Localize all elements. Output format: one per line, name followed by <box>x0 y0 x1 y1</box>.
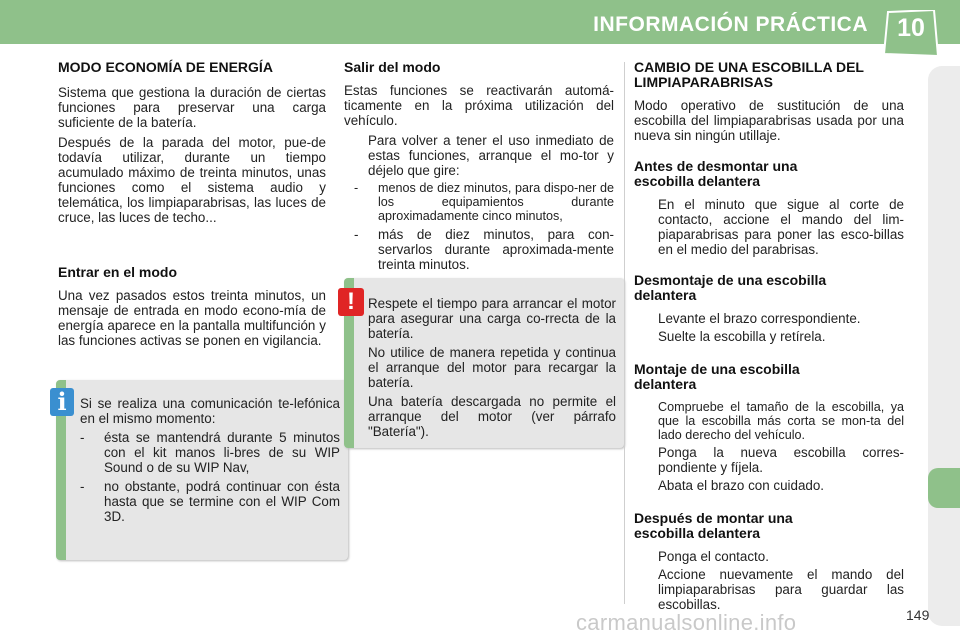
list-item: - menos de diez minutos, para dispo-ner de los equipamientos durante aproximadamente cinco minutos, <box>354 181 614 223</box>
paragraph: Una batería descargada no permite el arranque del motor (ver párrafo "Batería"). <box>368 394 616 439</box>
subsection-title: Desmontaje de una escobilla delantera <box>634 272 827 303</box>
subsection-title: Después de montar una escobilla delantera <box>634 510 793 541</box>
list-item: Abata el brazo con cuidado. <box>658 478 825 493</box>
page-title: INFORMACIÓN PRÁCTICA <box>593 13 868 36</box>
list-item: En el minuto que sigue al corte de contacto, accione el mando del lim-piaparabrisas para poner las esco-billas en el medio del parabrisas. <box>658 197 904 257</box>
paragraph: Respete el tiempo para arrancar el motor para asegurar una carga co-rrecta de la batería. <box>368 296 616 341</box>
side-index-strip <box>928 66 960 626</box>
section-title: MODO ECONOMÍA DE ENERGÍA <box>58 59 273 75</box>
warning-icon: ! <box>338 288 364 316</box>
column-divider <box>624 62 625 604</box>
list-item: - más de diez minutos, para con-servarlos durante aproximada-mente treinta minutos. <box>354 227 614 272</box>
paragraph: No utilice de manera repetida y continua el arranque del motor para recargar la batería. <box>368 345 616 390</box>
column-economy-mode <box>58 60 326 353</box>
section-title: CAMBIO DE UNA ESCOBILLA DEL LIMPIAPARABRISAS <box>634 59 864 90</box>
info-note <box>56 380 348 560</box>
list-item: - ésta se mantendrá durante 5 minutos con el kit manos li-bres de su WIP Sound o de su WIP Nav, <box>80 430 340 475</box>
watermark: carmanualsonline.info <box>576 610 797 635</box>
list-item: Levante el brazo correspondiente. <box>658 311 861 326</box>
list-item: Ponga la nueva escobilla corres-pondiente y fíjela. <box>658 445 904 475</box>
paragraph: Después de la parada del motor, pue-de todavía utilizar, durante un tiempo acumulado máximo de treinta minutos, unas funciones como el sistema audio y telemática, los limpiaparabrisas, las luces de cruce, las luces de techo... <box>58 135 326 225</box>
list-item: Ponga el contacto. <box>658 549 769 564</box>
list-item: Compruebe el tamaño de la escobilla, ya que la escobilla más corta se mon-ta del lado derecho del vehículo. <box>658 400 904 442</box>
subsection-title: Montaje de una escobilla delantera <box>634 361 800 392</box>
chapter-number: 10 <box>897 14 925 42</box>
list-item: Para volver a tener el uso inmediato de estas funciones, arranque el mo-tor y déjelo que gire: <box>368 133 614 178</box>
column-exit-mode <box>344 60 614 276</box>
info-icon: i <box>50 388 74 416</box>
subsection-title: Salir del modo <box>344 59 441 75</box>
side-index-tab[interactable] <box>928 468 960 508</box>
subsection-title: Antes de desmontar una escobilla delantera <box>634 158 798 189</box>
paragraph: Estas funciones se reactivarán automá-ticamente en la próxima utilización del vehículo. <box>344 83 614 128</box>
warning-note <box>344 278 624 448</box>
page-number: 149 <box>906 607 930 623</box>
subsection-title: Entrar en el modo <box>58 264 178 280</box>
paragraph: Una vez pasados estos treinta minutos, un mensaje de entrada en modo econo-mía de energía aparece en la pantalla multifunción y las funciones activas se ponen en vigilancia. <box>58 288 326 348</box>
list-item: Accione nuevamente el mando del limpiaparabrisas para guardar las escobillas. <box>658 567 904 612</box>
list-item: Suelte la escobilla y retírela. <box>658 329 826 344</box>
paragraph: Sistema que gestiona la duración de ciertas funciones para preservar una carga suficiente de la batería. <box>58 85 326 130</box>
list-item: - no obstante, podrá continuar con ésta hasta que se termine con el WIP Com 3D. <box>80 479 340 524</box>
note-intro: Si se realiza una comunicación te-lefónica en el mismo momento: <box>80 396 340 426</box>
column-wiper-blade <box>634 60 904 615</box>
paragraph: Modo operativo de sustitución de una escobilla del limpiaparabrisas usada por una nueva sin ningún utillaje. <box>634 98 904 143</box>
